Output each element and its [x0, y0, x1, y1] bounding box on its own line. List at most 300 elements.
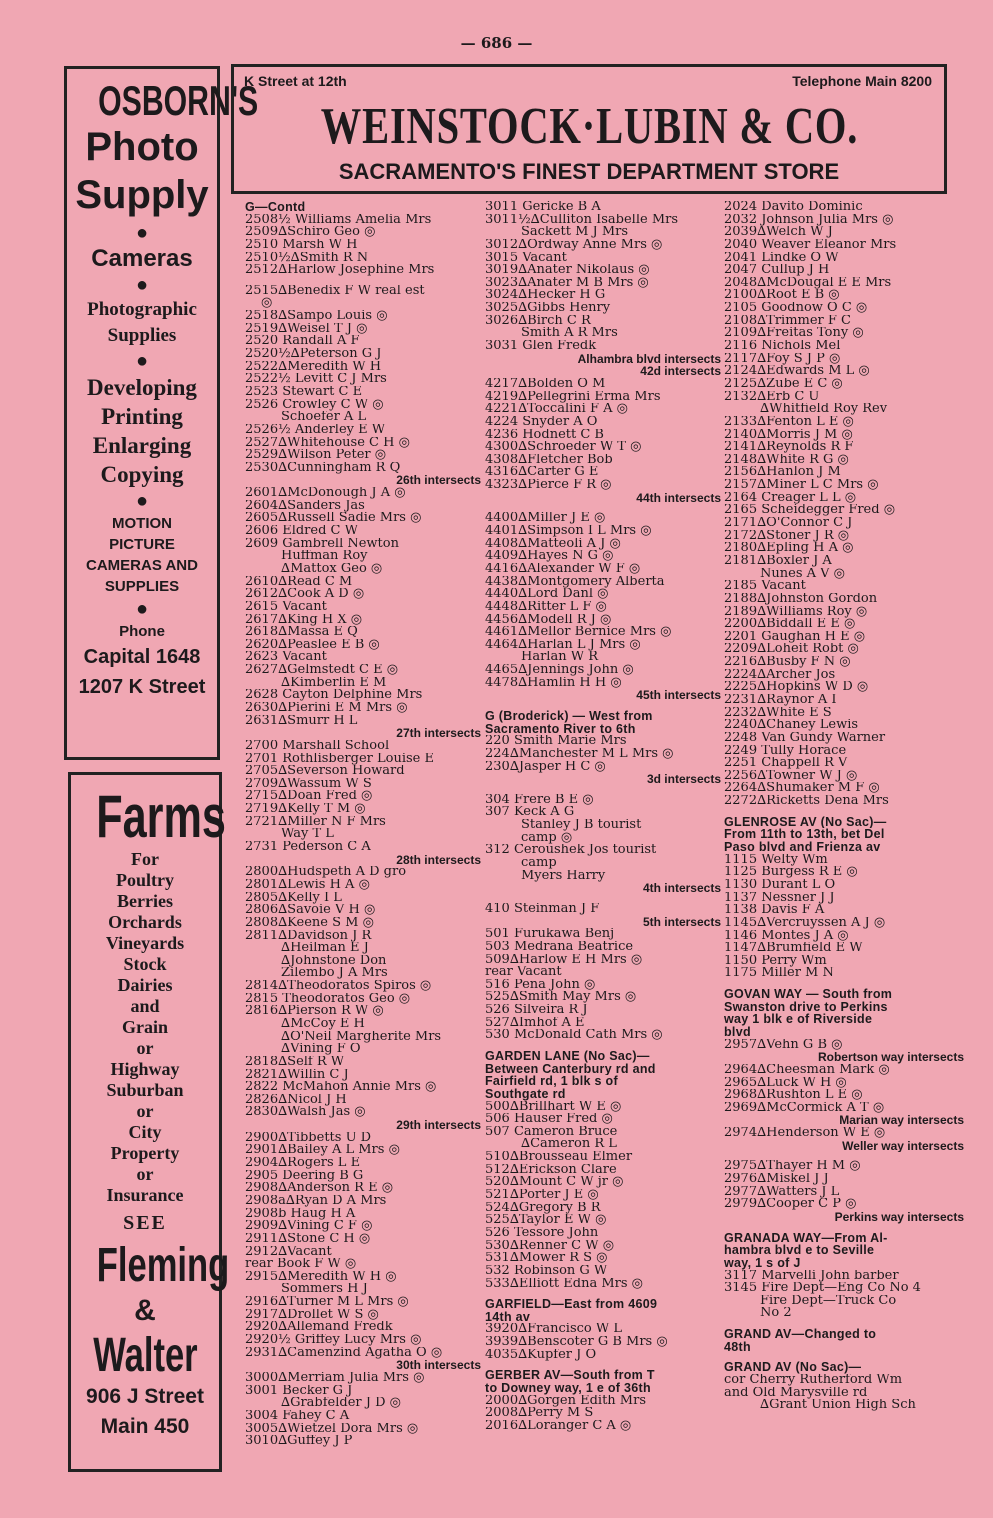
directory-entry: 2530∆Cunningham R Q [245, 461, 401, 475]
directory-column-2 [485, 201, 721, 1433]
directory-entry: 2032 Johnson Julia Mrs ◎ [724, 213, 894, 227]
street-heading: blvd [724, 1026, 751, 1039]
directory-entry: 2964∆Cheesman Mark ◎ [724, 1063, 890, 1077]
directory-entry: 2240∆Chaney Lewis [724, 719, 859, 732]
directory-entry: 2024 Davito Dominic [724, 201, 863, 214]
directory-entry: 2977∆Watters J L [724, 1185, 840, 1199]
directory-entry: 2519∆Weisel T J ◎ [245, 322, 368, 336]
directory-entry: 4236 Hodnett C B [485, 428, 604, 442]
osborn-picture: PICTURE [109, 536, 175, 553]
osborn-supplies: Supplies [107, 325, 177, 346]
directory-entry: and Old Marysville rd [724, 1386, 868, 1400]
directory-entry: 503 Medrana Beatrice [485, 940, 634, 954]
bullet-icon: ● [135, 222, 149, 244]
directory-entry: 516 Pena John ◎ [485, 978, 596, 992]
directory-entry: 2709∆Wassum W S [245, 777, 372, 791]
directory-entry: 530∆Renner C W ◎ [485, 1239, 615, 1253]
directory-entry: 500∆Brillhart W E ◎ [485, 1100, 622, 1114]
directory-entry: 2818∆Self R W [245, 1055, 345, 1069]
directory-entry: 509∆Harlow E H Mrs ◎ [485, 953, 643, 967]
directory-entry: 2225∆Hopkins W D ◎ [724, 681, 869, 694]
directory-entry: rear Book F W ◎ [245, 1258, 357, 1271]
farms-address: 906 J Street [86, 1385, 204, 1408]
directory-entry: 1175 Miller M N [724, 967, 834, 981]
directory-entry: 2957∆Vehn G B ◎ [724, 1038, 843, 1052]
directory-entry: Sommers H J [281, 1283, 368, 1297]
farms-line: Grain [121, 1017, 168, 1037]
street-heading: Paso blvd and Frienza av [724, 841, 881, 854]
directory-entry: 3031 Glen Fredk [485, 340, 597, 353]
directory-entry: 3000∆Merriam Julia Mrs ◎ [245, 1371, 425, 1385]
directory-entry: 532 Robinson G W [485, 1264, 608, 1278]
street-heading: to Downey way, 1 e of 36th [485, 1382, 651, 1395]
intersection-label: 26th intersects [396, 474, 481, 488]
directory-entry: 2801∆Lewis H A ◎ [245, 878, 370, 892]
directory-entry: 2822 McMahon Annie Mrs ◎ [245, 1081, 437, 1094]
directory-entry: 2901∆Bailey A L Mrs ◎ [245, 1144, 400, 1158]
directory-entry: 2976∆Miskel J J [724, 1173, 829, 1186]
directory-entry: 2526 Crowley C W ◎ [245, 398, 384, 412]
street-heading: Southgate rd [485, 1087, 566, 1101]
directory-entry: 2715∆Doan Fred ◎ [245, 790, 373, 804]
directory-entry: 2908a∆Ryan D A Mrs [245, 1194, 387, 1208]
street-heading: Sacramento River to 6th [485, 722, 636, 736]
directory-entry: 2224∆Archer Jos [724, 668, 836, 682]
directory-entry: 4440∆Lord Danl ◎ [485, 588, 609, 601]
intersection-label: Marian way intersects [839, 1114, 964, 1128]
directory-entry: ∆Cameron R L [521, 1138, 617, 1152]
directory-entry: 2249 Tully Horace [724, 744, 847, 758]
street-heading: GERBER AV—South from T [485, 1369, 655, 1383]
directory-entry: 2815 Theodoratos Geo ◎ [245, 992, 411, 1006]
directory-entry: 2920∆Allemand Fredk [245, 1321, 393, 1335]
farms-ampersand: & [134, 1294, 156, 1327]
spacer [485, 702, 721, 710]
osborn-supplies-2: SUPPLIES [104, 578, 180, 595]
osborn-photo-supply-ad [64, 66, 259, 760]
directory-entry: 2979∆Cooper C P ◎ [724, 1198, 857, 1211]
directory-entry: 3005∆Wietzel Dora Mrs ◎ [245, 1422, 419, 1436]
directory-entry: 2520½∆Peterson G J [245, 348, 382, 361]
farms-lines [71, 849, 219, 1206]
directory-entry: 2264∆Shumaker M F ◎ [724, 782, 880, 796]
directory-entry: 2124∆Edwards M L ◎ [724, 365, 870, 378]
directory-entry: 4323∆Pierce F R ◎ [485, 479, 612, 492]
directory-entry: 3023∆Anater M B Mrs ◎ [485, 276, 649, 290]
directory-entry: 1115 Welty Wm [724, 853, 828, 867]
street-heading: hambra blvd e to Seville [724, 1244, 875, 1257]
directory-entry: 4401∆Simpson I L Mrs ◎ [485, 525, 652, 538]
street-heading: way, 1 s of J [724, 1256, 801, 1270]
farms-line: Insurance [106, 1185, 184, 1205]
directory-entry: 2808∆Keene S M ◎ [245, 916, 374, 930]
directory-entry: 2125∆Zube E C ◎ [724, 377, 843, 391]
directory-entry: 4456∆Modell R J ◎ [485, 613, 612, 627]
directory-entry: 524∆Gregory B R [485, 1201, 601, 1215]
osborn-address: 1207 K Street [78, 676, 206, 698]
directory-entry: 2805∆Kelly I L [245, 891, 342, 905]
directory-entry: 2180∆Epling H A ◎ [724, 542, 854, 555]
directory-entry: 2721∆Miller N F Mrs [245, 815, 386, 829]
farms-line: and [130, 996, 160, 1016]
intersection-label: 42d intersects [640, 365, 721, 378]
directory-entry: 2164 Creager L L ◎ [724, 491, 857, 505]
directory-entry: 520∆Mount C W jr ◎ [485, 1176, 624, 1190]
directory-entry: 2705∆Severson Howard [245, 765, 405, 778]
directory-entry: ∆Mattox Geo ◎ [281, 562, 383, 576]
directory-entry: 2105 Goodnow O C ◎ [724, 302, 868, 315]
street-heading: GLENROSE AV (No Sac)— [724, 815, 887, 829]
intersection-label: 30th intersects [396, 1359, 481, 1372]
osborn-supply: Supply [75, 173, 209, 217]
directory-entry: 2526½ Anderley E W [245, 423, 386, 437]
osborn-photographic: Photographic [87, 299, 197, 320]
directory-entry: 2209∆Loheit Robt ◎ [724, 643, 859, 657]
directory-entry: cor Cherry Rutherford Wm [724, 1374, 903, 1387]
intersection-label: Perkins way intersects [834, 1210, 964, 1224]
directory-entry: 2510 Marsh W H [245, 238, 358, 252]
directory-entry: 2508½ Williams Amelia Mrs [245, 213, 432, 227]
directory-entry: 2165 Scheidegger Fred ◎ [724, 504, 896, 518]
weinstock-lubin-header [231, 64, 947, 194]
directory-entry: 2039∆Welch W J [724, 226, 833, 239]
intersection-label: 27th intersects [396, 727, 481, 740]
directory-entry: 2189∆Williams Roy ◎ [724, 605, 868, 619]
directory-entry: 2931∆Camenzind Agatha O ◎ [245, 1346, 443, 1360]
osborn-motion: MOTION [112, 515, 172, 532]
intersection-label: Robertson way intersects [817, 1051, 964, 1064]
directory-entry: 2908b Haug H A [245, 1207, 356, 1221]
directory-entry: 2826∆Nicol J H [245, 1093, 347, 1107]
street-heading: GOVAN WAY — South from [724, 988, 893, 1001]
street-heading: From 11th to 13th, bet Del [724, 828, 885, 842]
directory-entry: 4461∆Mellor Bernice Mrs ◎ [485, 626, 672, 639]
directory-entry: 3011 Gericke B A [485, 201, 601, 214]
directory-entry: ∆O'Neil Margherite Mrs [281, 1030, 442, 1044]
directory-entry: 1145∆Vercruyssen A J ◎ [724, 916, 886, 930]
directory-entry: 501 Furukawa Benj [485, 928, 615, 941]
directory-entry: 2522∆Meredith W H [245, 360, 382, 374]
directory-entry: 506 Hauser Fred ◎ [485, 1113, 613, 1126]
directory-entry: Fire Dept—Truck Co [760, 1294, 897, 1308]
directory-entry: 3025∆Gibbs Henry [485, 302, 611, 315]
directory-entry: 2627∆Gelmstedt C E ◎ [245, 664, 399, 677]
fleming-walter-farms-ad [68, 772, 230, 1472]
directory-entry: 2200∆Biddall E E ◎ [724, 618, 856, 631]
directory-entry: 2920½ Griffey Lucy Mrs ◎ [245, 1334, 422, 1347]
directory-entry: 531∆Mower R S ◎ [485, 1252, 608, 1265]
directory-entry: 2251 Chappell R V [724, 757, 848, 770]
directory-entry: 3019∆Anater Nikolaus ◎ [485, 264, 650, 277]
directory-entry: 2806∆Savoie V H ◎ [245, 904, 376, 917]
directory-entry: 2188∆Johnston Gordon [724, 592, 878, 606]
directory-entry: 2615 Vacant [245, 600, 327, 614]
osborn-cameras: Cameras [91, 245, 193, 272]
directory-entry: Nunes A V ◎ [760, 567, 846, 581]
directory-entry: 2109∆Freitas Tony ◎ [724, 327, 864, 341]
intersection-label: 5th intersects [642, 915, 721, 929]
header-telephone: Telephone Main 8200 [792, 73, 932, 89]
directory-entry: 525∆Taylor E W ◎ [485, 1214, 607, 1227]
street-heading: GRANADA WAY—From Al- [724, 1231, 888, 1245]
street-heading: G (Broderick) — West from [485, 709, 653, 723]
street-heading: 48th [724, 1340, 751, 1354]
directory-entry: 224∆Manchester M L Mrs ◎ [485, 747, 674, 761]
directory-entry: 2529∆Wilson Peter ◎ [245, 449, 387, 462]
directory-entry: 2518∆Sampo Louis ◎ [245, 310, 388, 323]
osborn-printing: Printing [101, 404, 183, 429]
farms-walter: Walter [92, 1329, 198, 1382]
directory-entry: 3026∆Birch C R [485, 314, 591, 328]
directory-entry: Way T L [281, 828, 334, 842]
directory-entry: 2916∆Turner M L Mrs ◎ [245, 1296, 409, 1309]
directory-entry: 2917∆Drollet W S ◎ [245, 1308, 379, 1322]
directory-entry: 2909∆Vining C F ◎ [245, 1220, 373, 1233]
directory-entry: 3920∆Francisco W L [485, 1323, 622, 1337]
directory-entry: 1130 Durant L O [724, 878, 836, 892]
osborn-phone-label: Phone [119, 623, 165, 640]
directory-entry: ∆Vining F O [281, 1043, 361, 1056]
directory-entry: ∆Whitfield Roy Rev [760, 403, 888, 416]
page-number: — 686 — [460, 34, 533, 52]
directory-entry: 2915∆Meredith W H ◎ [245, 1270, 397, 1284]
directory-entry: 2108∆Trimmer F C [724, 314, 851, 328]
directory-entry: 230∆Jasper H C ◎ [485, 760, 606, 774]
directory-entry: ∆Kimberlin E M [281, 676, 387, 690]
directory-entry: 4408∆Matteoli A J ◎ [485, 537, 621, 551]
directory-entry: 2148∆White R G ◎ [724, 453, 849, 467]
directory-entry: 2821∆Willin C J [245, 1068, 349, 1082]
directory-entry: 2612∆Cook A D ◎ [245, 588, 365, 601]
farms-line: or [136, 1038, 154, 1058]
intersection-label: 45th intersects [636, 689, 721, 702]
directory-entry: 2523 Stewart C E [245, 385, 363, 399]
directory-entry: 1150 Perry Wm [724, 954, 827, 968]
directory-entry: 2811∆Davidson J R [245, 929, 372, 943]
intersection-label: 3d intersects [646, 773, 721, 786]
directory-entry: camp [521, 857, 557, 870]
directory-entry: ◎ [261, 297, 273, 311]
directory-entry: 1137 Nessner J J [724, 891, 835, 905]
directory-entry: 3015 Vacant [485, 251, 567, 265]
intersection-label: 28th intersects [396, 853, 481, 867]
directory-entry: 2520 Randall A F [245, 335, 360, 349]
directory-entry: ∆McCoy E H [281, 1018, 365, 1031]
osborn-copying: Copying [100, 462, 184, 487]
directory-entry: 3010∆Guffey J P [245, 1435, 353, 1448]
directory-entry: 220 Smith Marie Mrs [485, 735, 627, 748]
directory-entry: 2814∆Theodoratos Spiros ◎ [245, 980, 432, 993]
directory-entry: 2816∆Pierson R W ◎ [245, 1005, 384, 1018]
directory-entry: 533∆Elliott Edna Mrs ◎ [485, 1277, 643, 1291]
directory-column-3 [724, 201, 964, 1412]
street-heading: GRAND AV (No Sac)— [724, 1361, 862, 1375]
directory-entry: 3117 Marvelli John barber [724, 1269, 899, 1283]
directory-entry: 2965∆Luck W H ◎ [724, 1076, 847, 1090]
directory-entry: 2905 Deering B G [245, 1169, 364, 1183]
directory-entry: 4478∆Hamlin H H ◎ [485, 676, 622, 690]
directory-entry: 2272∆Ricketts Dena Mrs [724, 795, 889, 808]
directory-entry: 2609 Gambrell Newton [245, 537, 399, 551]
directory-entry: 2040 Weaver Eleanor Mrs [724, 238, 897, 252]
directory-entry: 2900∆Tibbetts U D [245, 1131, 372, 1145]
directory-entry: 3012∆Ordway Anne Mrs ◎ [485, 238, 663, 252]
spacer [724, 1152, 964, 1160]
directory-entry: 3145 Fire Dept—Eng Co No 4 [724, 1282, 921, 1295]
directory-entry: 2231∆Raynor A I [724, 693, 837, 707]
directory-entry: 2604∆Sanders Jas [245, 499, 365, 513]
directory-entry: 2911∆Stone C H ◎ [245, 1232, 371, 1246]
spacer [485, 1042, 721, 1050]
street-heading: Between Canterbury rd and [485, 1062, 656, 1076]
directory-entry: 2132∆Erb C U [724, 390, 820, 404]
directory-entry: 307 Keck A G [485, 806, 575, 820]
farms-line: or [136, 1164, 154, 1184]
directory-entry: 3939∆Benscoter G B Mrs ◎ [485, 1336, 668, 1349]
directory-entry: 2904∆Rogers L E [245, 1157, 361, 1170]
farms-line: Poultry [116, 870, 174, 890]
spacer [485, 786, 721, 794]
directory-entry: 1125 Burgess R E ◎ [724, 866, 858, 879]
spacer [485, 1290, 721, 1298]
directory-entry: 2701 Rothlisberger Louise E [245, 752, 434, 766]
directory-entry: ∆Heilman E J [281, 942, 369, 955]
directory-entry: 2216∆Busby F N ◎ [724, 656, 851, 669]
directory-entry: 2800∆Hudspeth A D gro [245, 866, 407, 879]
directory-entry: 2141∆Reynolds R F [724, 441, 854, 454]
directory-entry: 2617∆King H X ◎ [245, 613, 363, 627]
directory-entry: 4416∆Alexander W F ◎ [485, 562, 641, 576]
bullet-icon: ● [135, 490, 149, 512]
farms-line: Stock [123, 954, 167, 974]
directory-entry: 4316∆Carter G E [485, 466, 599, 480]
directory-entry: 3011½∆Culliton Isabelle Mrs [485, 213, 679, 227]
directory-entry: 2606 Eldred C W [245, 525, 358, 538]
directory-entry: ∆Grabfelder J D ◎ [281, 1397, 402, 1410]
farms-line: Dairies [117, 975, 173, 995]
directory-entry: camp ◎ [521, 831, 573, 845]
spacer [485, 1361, 721, 1369]
directory-entry: 1146 Montes J A ◎ [724, 929, 849, 943]
directory-column-1 [245, 201, 481, 1448]
farms-line: Highway [110, 1059, 180, 1079]
directory-entry: 510∆Brousseau Elmer [485, 1151, 633, 1164]
directory-entry: 2181∆Boxler J A [724, 554, 832, 568]
bullet-icon: ● [135, 350, 149, 372]
directory-entry: ∆Grant Union High Sch [760, 1399, 916, 1412]
directory-entry: 2117∆Foy S J P ◎ [724, 352, 841, 366]
directory-entry: 4217∆Bolden O M [485, 377, 606, 391]
farms-title: Farms [96, 783, 226, 850]
directory-entry: 2008∆Perry M S [485, 1407, 594, 1420]
directory-entry: 2522½ Levitt C J Mrs [245, 373, 387, 386]
directory-entry: 2048∆McDougal E E Mrs [724, 276, 892, 290]
farms-line: Berries [117, 891, 173, 911]
directory-entry: 530 McDonald Cath Mrs ◎ [485, 1029, 663, 1042]
directory-entry: 2016∆Loranger C A ◎ [485, 1419, 632, 1433]
directory-entry: 2256∆Towner W J ◎ [724, 769, 858, 783]
directory-entry: 4308∆Fletcher Bob [485, 453, 613, 467]
spacer [724, 980, 964, 988]
directory-entry: No 2 [760, 1307, 792, 1321]
directory-entry: 2631∆Smurr H L [245, 714, 358, 728]
directory-entry: 1138 Davis F A [724, 904, 825, 917]
directory-entry: 2974∆Henderson W E ◎ [724, 1127, 886, 1140]
intersection-label: Alhambra blvd intersects [577, 352, 721, 366]
directory-entry: 2610∆Read C M [245, 575, 353, 589]
street-heading: GRAND AV—Changed to [724, 1328, 877, 1341]
directory-entry: 2510½∆Smith R N [245, 251, 369, 265]
intersection-label: 44th intersects [636, 491, 721, 505]
directory-entry: 304 Frere B E ◎ [485, 793, 594, 807]
farms-phone: Main 450 [100, 1415, 190, 1438]
osborn-phone: Capital 1648 [83, 646, 201, 668]
directory-entry: 525∆Smith May Mrs ◎ [485, 991, 637, 1005]
directory-entry: 2908∆Anderson R E ◎ [245, 1182, 394, 1195]
farms-see: SEE [123, 1212, 167, 1234]
directory-entry: 507 Cameron Bruce [485, 1125, 618, 1139]
directory-entry: 4400∆Miller J E ◎ [485, 512, 606, 526]
directory-entry: 2623 Vacant [245, 651, 327, 665]
directory-entry: 2157∆Miner L C Mrs ◎ [724, 479, 879, 492]
spacer [724, 1353, 964, 1361]
directory-entry: Myers Harry [521, 869, 606, 883]
osborn-enlarging: Enlarging [92, 433, 192, 458]
directory-entry: 2201 Gaughan H E ◎ [724, 630, 866, 644]
spacer [485, 504, 721, 512]
directory-entry: rear Vacant [485, 966, 562, 979]
directory-entry: 4219∆Pellegrini Erma Mrs [485, 390, 661, 404]
directory-entry: ∆Johnstone Don [281, 954, 387, 968]
directory-entry: 2100∆Root E B ◎ [724, 289, 840, 303]
directory-entry: Harlan W R [521, 651, 598, 665]
spacer [245, 277, 481, 285]
directory-entry: Sackett M J Mrs [521, 226, 629, 239]
directory-entry: 2527∆Whitehouse C H ◎ [245, 436, 410, 450]
farms-line: City [128, 1122, 162, 1142]
directory-entry: 2232∆White E S [724, 706, 832, 720]
street-heading: G—Contd [245, 201, 306, 214]
intersection-label: 29th intersects [396, 1119, 481, 1132]
directory-entry: Smith A R Mrs [521, 327, 618, 341]
street-heading: way 1 blk e of Riverside [724, 1013, 873, 1026]
directory-entry: 2628 Cayton Delphine Mrs [245, 689, 423, 702]
farms-line: Suburban [106, 1080, 184, 1100]
directory-entry: 2185 Vacant [724, 580, 806, 593]
spacer [724, 808, 964, 816]
bullet-icon: ● [135, 274, 149, 296]
directory-entry: 2133∆Fenton L E ◎ [724, 415, 854, 429]
directory-entry: 2041 Lindke O W [724, 251, 839, 265]
directory-entry: 2156∆Hanlon J M [724, 466, 841, 480]
directory-entry: 2719∆Kelly T M ◎ [245, 803, 366, 816]
directory-entry: 4464∆Harlan L J Mrs ◎ [485, 638, 641, 652]
directory-entry: Stanley J B tourist [521, 819, 642, 832]
directory-entry: 526 Silveira R J [485, 1004, 588, 1017]
directory-entry: 2000∆Gorgen Edith Mrs [485, 1394, 647, 1408]
street-heading: GARDEN LANE (No Sac)— [485, 1050, 650, 1063]
directory-entry: 4221∆Toccalini F A ◎ [485, 403, 628, 416]
store-tagline: SACRAMENTO'S FINEST DEPARTMENT STORE [338, 159, 840, 184]
directory-entry: 2605∆Russell Sadie Mrs ◎ [245, 512, 422, 526]
store-name: WEINSTOCK·LUBIN & CO. [320, 98, 858, 155]
directory-entry: 4465∆Jennings John ◎ [485, 664, 634, 677]
directory-entry: 1147∆Brumfield E W [724, 942, 863, 955]
farms-line: Property [110, 1143, 180, 1163]
farms-line: Orchards [108, 912, 182, 932]
directory-entry: Schoefer A L [281, 411, 367, 424]
directory-entry: 4409∆Hayes N G ◎ [485, 550, 614, 563]
